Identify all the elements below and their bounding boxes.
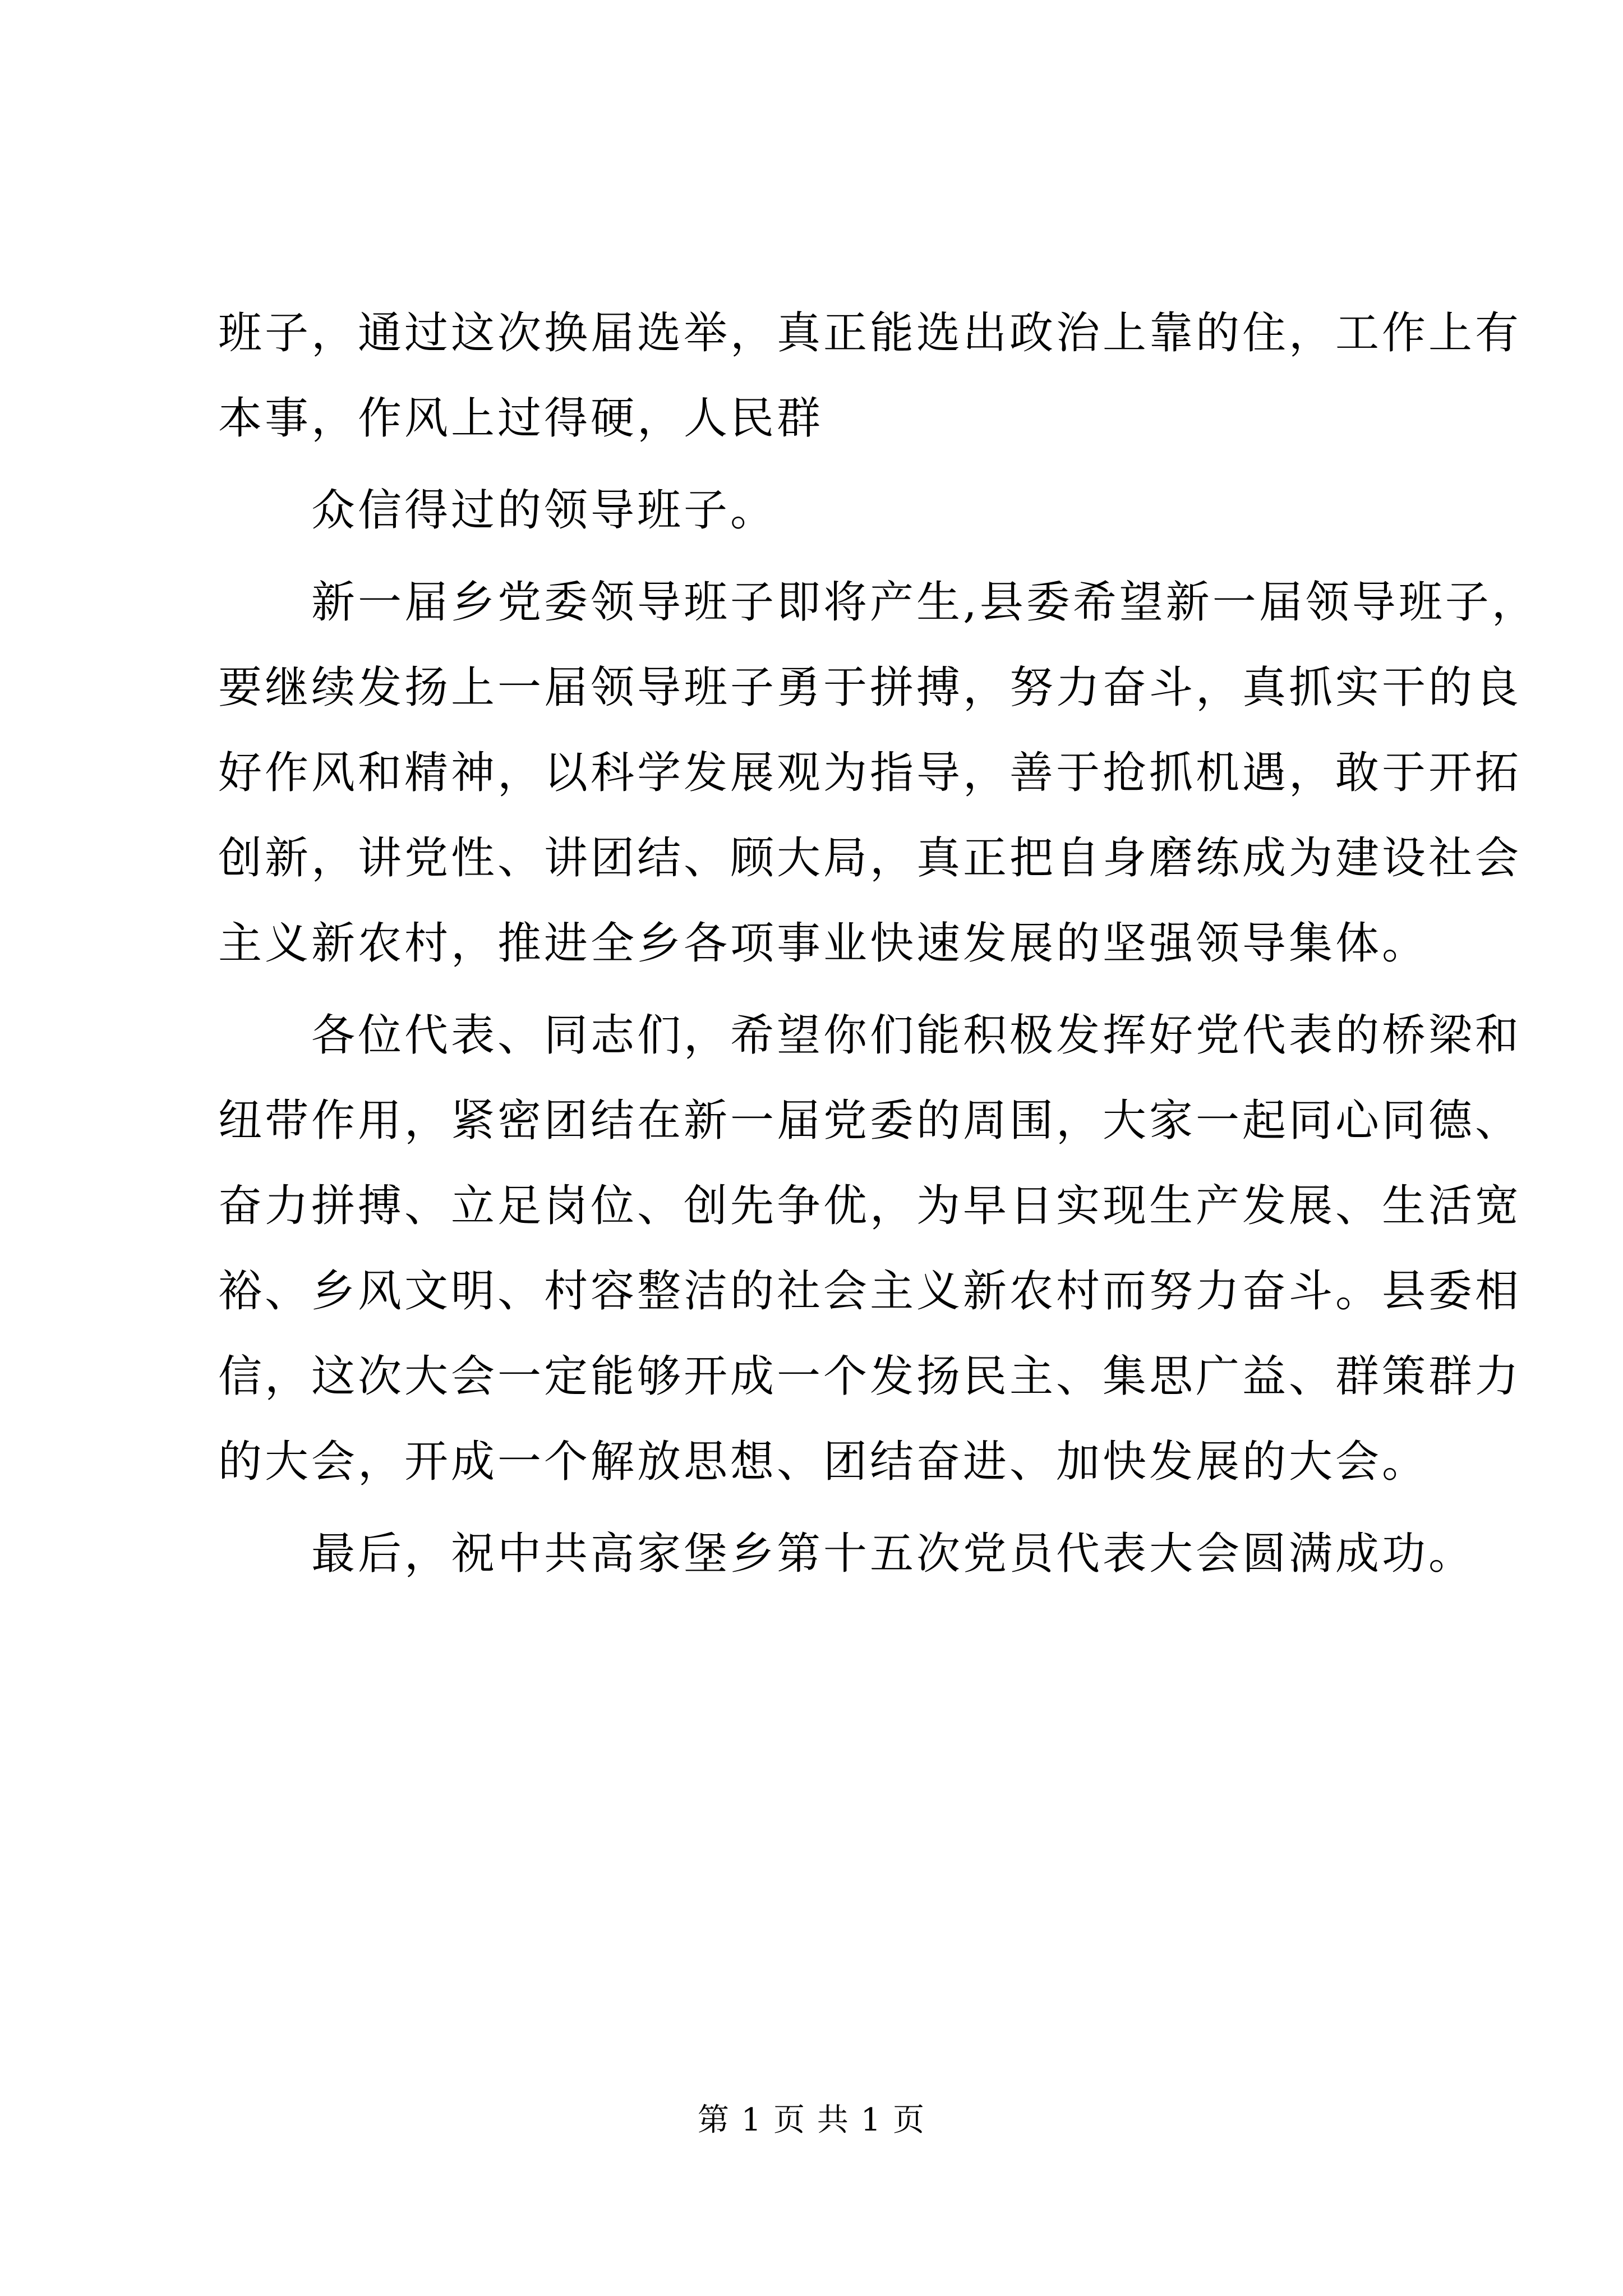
- paragraph-line: 各位代表、同志们，希望你们能积极发挥好党代表的桥梁和: [311, 1010, 1522, 1061]
- paragraph-line: 创新，讲党性、讲团结、顾大局，真正把自身磨练成为建设社会: [218, 833, 1522, 884]
- paragraph-line: 最后，祝中共高家堡乡第十五次党员代表大会圆满成功。: [311, 1529, 1476, 1579]
- paragraph-line: 要继续发扬上一届领导班子勇于拼搏，努力奋斗，真抓实干的良: [218, 662, 1522, 713]
- paragraph-line: 奋力拼搏、立足岗位、创先争优，为早日实现生产发展、生活宽: [218, 1181, 1522, 1231]
- paragraph-line: 裕、乡风文明、村容整洁的社会主义新农村而努力奋斗。县委相: [218, 1266, 1522, 1317]
- paragraph-line: 的大会，开成一个解放思想、团结奋进、加快发展的大会。: [218, 1437, 1429, 1487]
- paragraph-line: 新一届乡党委领导班子即将产生,县委希望新一届领导班子，: [311, 577, 1538, 628]
- page-number-label: 第 1 页 共 1 页: [697, 2102, 926, 2138]
- paragraph-line: 主义新农村，推进全乡各项事业快速发展的坚强领导集体。: [218, 918, 1429, 969]
- paragraph-line: 纽带作用，紧密团结在新一届党委的周围，大家一起同心同德、: [218, 1096, 1522, 1146]
- paragraph-line: 好作风和精神，以科学发展观为指导，善于抢抓机遇，敢于开拓: [218, 748, 1522, 798]
- paragraph-line: 众信得过的领导班子。: [311, 485, 777, 536]
- paragraph-line: 班子，通过这次换届选举，真正能选出政治上靠的住，工作上有: [218, 308, 1522, 358]
- document-body: [218, 291, 1538, 1596]
- paragraph-line: 本事，作风上过得硬，人民群: [218, 393, 824, 444]
- page-footer: [0, 2101, 1623, 2140]
- paragraph-line: 信，这次大会一定能够开成一个发扬民主、集思广益、群策群力: [218, 1351, 1522, 1402]
